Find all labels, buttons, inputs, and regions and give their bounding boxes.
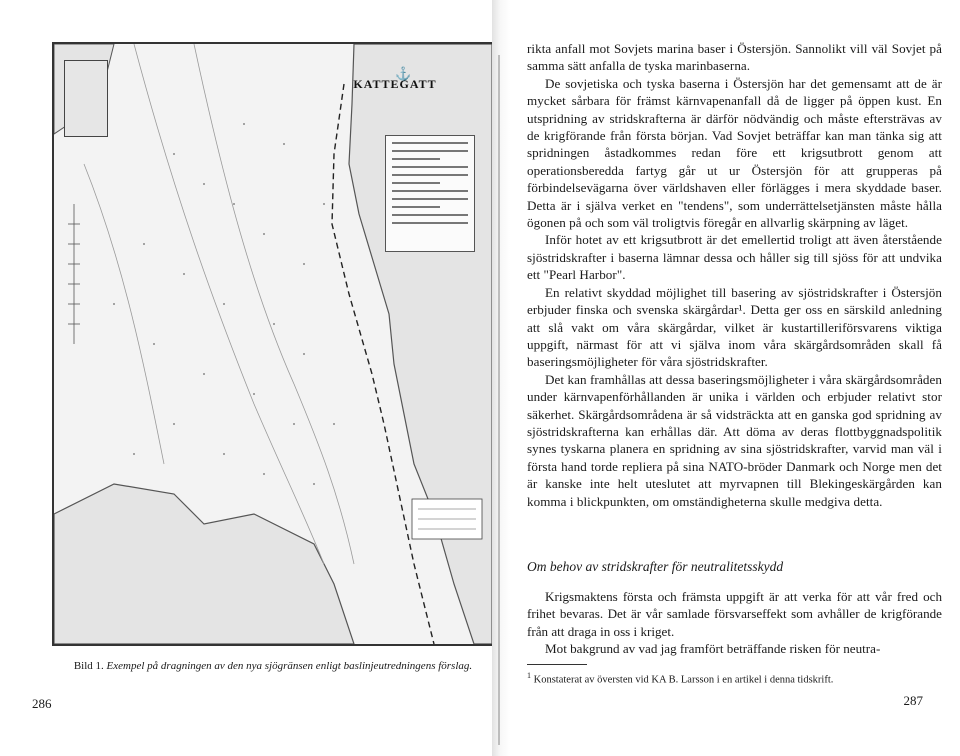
paragraph: Mot bakgrund av vad jag framfört beträffande risken för neutra- — [545, 641, 881, 657]
footnote-rule — [527, 664, 587, 665]
figure-caption-text: Exempel på dragningen av den nya sjögränsen enligt baslinjeutredningens förslag. — [106, 660, 473, 672]
footnote — [527, 669, 942, 687]
right-page — [515, 0, 945, 756]
paragraph: Inför hotet av ett krigsutbrott är det emellertid troligt att även återstående sjöstridskrafter i baserna lämnar dessa och håller sig till sjöss för att undvika ett "Pearl Harbor". — [527, 232, 942, 283]
book-gutter — [492, 0, 510, 756]
figure-caption — [58, 660, 488, 673]
sea-chart-drawing — [54, 44, 492, 644]
body-text — [527, 40, 942, 510]
section-heading: Om behov av stridskrafter för neutralitetsskydd — [527, 559, 784, 574]
sea-chart-figure — [52, 42, 494, 646]
paragraph: Krigsmaktens första och främsta uppgift är att verka för att vår fred och frihet bevaras. Det är vår samlade försvarseffekt som avhåller de krigförande från att draga in oss i kriget. — [527, 589, 942, 639]
paragraph: En relativt skyddad möjlighet till basering av sjöstridskrafter i Östersjön erbjuder finska och svenska skärgårdar¹. Detta ger oss en särskild anledning att slå vakt om våra skärgårdar, vilket är kustartilleriförsvarens viktiga uppgift, närmast för att vi själva inom våra skärgårdsområden skall få baseringsmöjligheter för våra sjöstridskrafter. — [527, 284, 942, 370]
footnote-marker: 1 — [527, 671, 531, 680]
paragraph: Det kan framhållas att dessa baseringsmöjligheter i våra skärgårdsområden under kärnvapenförhållanden är unika i världen och erbjuder relativt stor säkerhet. Skärgårdsområdena är så vidsträckta att en ganska god spridning av sjöstridskrafterna kan erhållas där. Att döma av deras flottbyggnadspolitik synes tyskarna planera en spridning av sina sjöstridskrafter, varvid man väl i första hand torde repliera på sina NATO-bröder Danmark och Norge men det är kanske inte helt uteslutet att myrvapnen till Blekingeskärgården kan komma i blickpunkten, om omständigheterna skulle medgiva detta. — [527, 371, 942, 509]
section-text — [527, 588, 942, 658]
paragraph: rikta anfall mot Sovjets marina baser i Östersjön. Sannolikt vill väl Sovjet på samma sätt anfalla de tyska marinbaserna. — [527, 41, 942, 74]
gutter-divider — [498, 55, 500, 745]
anchor-emblem-icon: ⚓ — [395, 66, 412, 81]
map-legend-box — [385, 135, 475, 252]
paragraph: De sovjetiska och tyska baserna i Östersjön har det gemensamt att de är mycket sårbara för främst kärnvapenanfall då de ligger på öppen kust. En utspridning av stridskrafterna är därför nödvändig och måste eftersträvas av de krigförande från första början. Vad Sovjet beträffar kan man tänka sig att spridningen åstadkommes redan före ett krigsutbrott genom att operationsberedda fartyg går ut ur Östersjön för att grupperas på förbindelsevägarna över världshaven eller förlägges i mera skyddade baser. Detta är i själva verket en "tendens", som underrättelsetjänsten måste hålla ögonen på och som väl troligtvis föregår en allvarlig skärpning av läget. — [527, 75, 942, 231]
footnote-text: Konstaterat av översten vid KA B. Larsson i en artikel i denna tidskrift. — [533, 674, 834, 686]
map-title: KATTEGATT — [353, 77, 437, 91]
map-inset-box — [64, 60, 108, 137]
page-number-right: 287 — [903, 693, 923, 708]
figure-caption-label: Bild 1. — [73, 660, 104, 672]
page-number-left: 286 — [32, 696, 52, 711]
